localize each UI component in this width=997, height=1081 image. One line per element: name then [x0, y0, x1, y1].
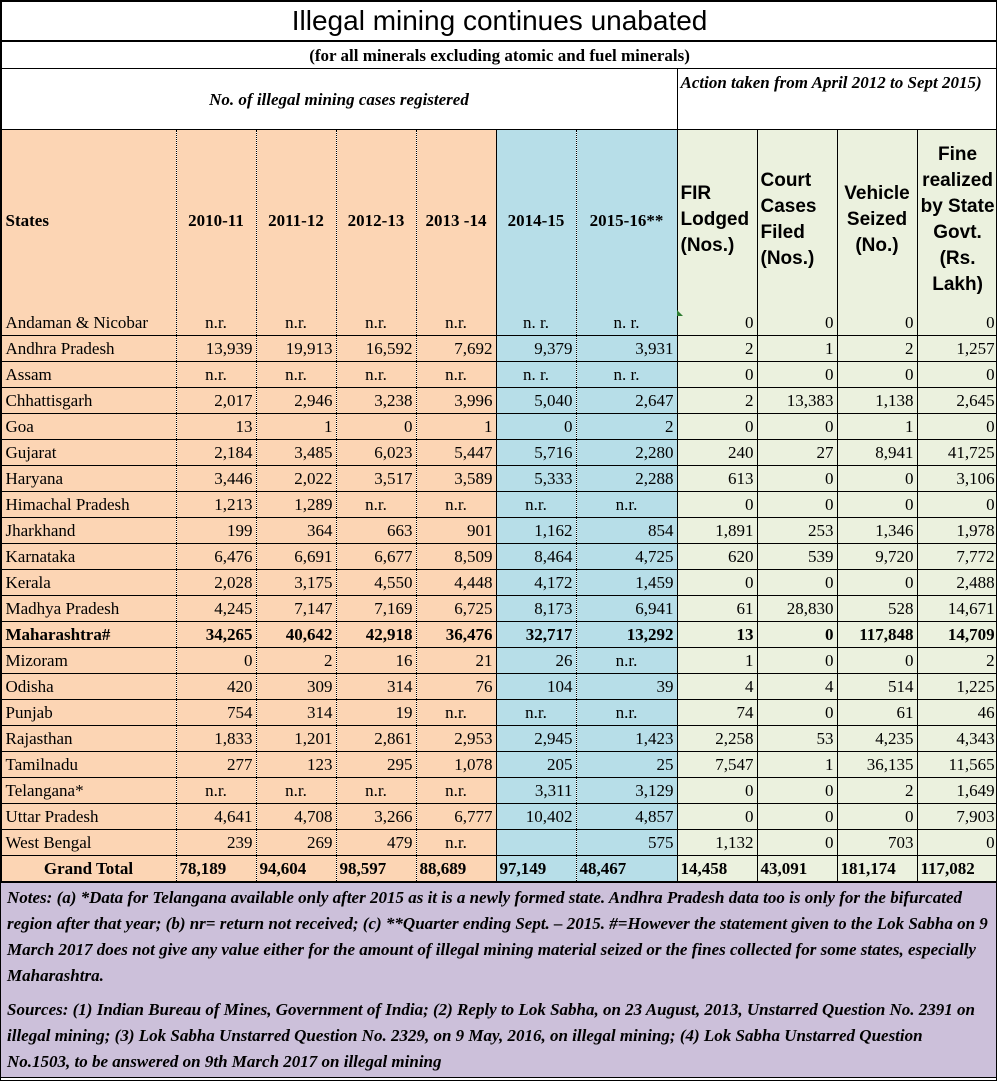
- table-cell: n.r.: [416, 830, 496, 856]
- table-cell: 0: [757, 570, 837, 596]
- table-cell: 13,383: [757, 388, 837, 414]
- state-name: Telangana*: [1, 778, 176, 804]
- header-year: 2015-16**: [576, 130, 677, 311]
- table-cell: 2: [917, 648, 997, 674]
- table-cell: 314: [336, 674, 416, 700]
- table-cell: 14,458: [677, 856, 757, 882]
- table-cell: 205: [496, 752, 576, 778]
- table-cell: 0: [837, 362, 917, 388]
- table-cell: 3,238: [336, 388, 416, 414]
- state-name: Rajasthan: [1, 726, 176, 752]
- table-cell: 94,604: [256, 856, 336, 882]
- table-cell: 269: [256, 830, 336, 856]
- table-cell: 3,931: [576, 336, 677, 362]
- table-row: [1, 622, 997, 648]
- header-year: 2012-13: [336, 130, 416, 311]
- table-cell: 6,941: [576, 596, 677, 622]
- state-name: Andaman & Nicobar: [1, 310, 176, 336]
- table-row: [1, 674, 997, 700]
- table-body: [1, 310, 997, 882]
- state-name: Haryana: [1, 466, 176, 492]
- table-cell: 40,642: [256, 622, 336, 648]
- table-cell: 3,589: [416, 466, 496, 492]
- table-cell: n. r.: [576, 310, 677, 336]
- table-cell: 3,517: [336, 466, 416, 492]
- table-cell: 25: [576, 752, 677, 778]
- header-fir: FIR Lodged (Nos.): [677, 130, 757, 311]
- table-cell: 6,023: [336, 440, 416, 466]
- table-cell: n.r.: [336, 492, 416, 518]
- table-cell: 295: [336, 752, 416, 778]
- table-cell: 4,245: [176, 596, 256, 622]
- table-cell: n.r.: [336, 778, 416, 804]
- table-cell: 19,913: [256, 336, 336, 362]
- table-cell: 3,175: [256, 570, 336, 596]
- state-name: Chhattisgarh: [1, 388, 176, 414]
- state-name: Karnataka: [1, 544, 176, 570]
- table-row: [1, 362, 997, 388]
- table-cell: 0: [757, 466, 837, 492]
- table-cell: 61: [677, 596, 757, 622]
- table-cell: 7,547: [677, 752, 757, 778]
- table-cell: 34,265: [176, 622, 256, 648]
- table-cell: n.r.: [576, 700, 677, 726]
- table-cell: 575: [576, 830, 677, 856]
- table-cell: 1: [757, 336, 837, 362]
- table-cell: 117,848: [837, 622, 917, 648]
- table-cell: 0: [757, 778, 837, 804]
- table-cell: n. r.: [576, 362, 677, 388]
- table-cell: 5,716: [496, 440, 576, 466]
- table-cell: 0: [917, 414, 997, 440]
- state-name: Kerala: [1, 570, 176, 596]
- table-cell: 6,476: [176, 544, 256, 570]
- state-name: Andhra Pradesh: [1, 336, 176, 362]
- table-cell: 1,978: [917, 518, 997, 544]
- table-cell: 5,447: [416, 440, 496, 466]
- table-cell: 14,671: [917, 596, 997, 622]
- table-cell: 528: [837, 596, 917, 622]
- sources-text: Sources: (1) Indian Bureau of Mines, Government of India; (2) Reply to Lok Sabha, on 23 August, 2013, Unstarred Question No. 2391 on illegal mining; (3) Lok Sabha Unstarred Question No. 2329, on 9 May, 2016, on illegal mining; (4) Lok Sabha Unstarred Question No.1503, to be answered on 9th March 2017 on illegal mining: [7, 1000, 976, 1071]
- table-row: [1, 414, 997, 440]
- table-cell: 2,945: [496, 726, 576, 752]
- table-cell: 0: [677, 778, 757, 804]
- notes-box: [0, 882, 997, 1078]
- table-cell: 2,946: [256, 388, 336, 414]
- table-cell: 181,174: [837, 856, 917, 882]
- table-cell: 13: [677, 622, 757, 648]
- table-cell: 0: [917, 362, 997, 388]
- table-cell: 1,225: [917, 674, 997, 700]
- table-cell: n.r.: [416, 778, 496, 804]
- table-cell: 97,149: [496, 856, 576, 882]
- table-cell: 9,379: [496, 336, 576, 362]
- table-cell: 104: [496, 674, 576, 700]
- table-cell: 11,565: [917, 752, 997, 778]
- table-cell: 2: [677, 388, 757, 414]
- table-cell: 1,289: [256, 492, 336, 518]
- table-row: [1, 726, 997, 752]
- table-cell: 1,078: [416, 752, 496, 778]
- table-cell: 13,292: [576, 622, 677, 648]
- table-cell: 901: [416, 518, 496, 544]
- table-cell: 0: [757, 622, 837, 648]
- table-cell: 514: [837, 674, 917, 700]
- table-cell: 78,189: [176, 856, 256, 882]
- table-cell: 0: [917, 830, 997, 856]
- table-cell: 4,448: [416, 570, 496, 596]
- table-cell: n.r.: [496, 700, 576, 726]
- table-row: [1, 596, 997, 622]
- table-cell: n.r.: [576, 648, 677, 674]
- grand-total-label: Grand Total: [1, 856, 176, 882]
- cell-comment-marker: [677, 310, 683, 316]
- state-name: Odisha: [1, 674, 176, 700]
- table-cell: n.r.: [496, 492, 576, 518]
- table-cell: 703: [837, 830, 917, 856]
- table-cell: 0: [677, 804, 757, 830]
- table-cell: 2,258: [677, 726, 757, 752]
- table-cell: 4,857: [576, 804, 677, 830]
- table-cell: 27: [757, 440, 837, 466]
- table-cell: 2,645: [917, 388, 997, 414]
- grand-total-row: [1, 856, 997, 882]
- table-cell: 1,649: [917, 778, 997, 804]
- page-title: Illegal mining continues unabated: [1, 1, 997, 41]
- table-cell: 1,257: [917, 336, 997, 362]
- table-cell: 8,509: [416, 544, 496, 570]
- table-cell: 0: [677, 414, 757, 440]
- table-cell: 19: [336, 700, 416, 726]
- table-row: [1, 492, 997, 518]
- table-cell: 539: [757, 544, 837, 570]
- table-cell: 16: [336, 648, 416, 674]
- table-cell: n. r.: [496, 362, 576, 388]
- table-cell: 0: [837, 570, 917, 596]
- table-cell: 1,138: [837, 388, 917, 414]
- table-cell: 36,476: [416, 622, 496, 648]
- table-row: [1, 778, 997, 804]
- table-cell: 364: [256, 518, 336, 544]
- table-cell: 8,464: [496, 544, 576, 570]
- table-cell: 4,172: [496, 570, 576, 596]
- table-cell: 0: [336, 414, 416, 440]
- table-cell: 3,996: [416, 388, 496, 414]
- state-name: Punjab: [1, 700, 176, 726]
- table-cell: 420: [176, 674, 256, 700]
- table-cell: 98,597: [336, 856, 416, 882]
- table-cell: 2: [837, 778, 917, 804]
- table-cell: 6,777: [416, 804, 496, 830]
- table-cell: n. r.: [496, 310, 576, 336]
- table-cell: 2,288: [576, 466, 677, 492]
- table-cell: 1,201: [256, 726, 336, 752]
- table-cell: 0: [677, 570, 757, 596]
- table-cell: n.r.: [576, 492, 677, 518]
- table-cell: 8,173: [496, 596, 576, 622]
- table-row: [1, 648, 997, 674]
- table-cell: 0: [757, 830, 837, 856]
- table-cell: 53: [757, 726, 837, 752]
- table-cell: 2: [677, 336, 757, 362]
- table-cell: 4,343: [917, 726, 997, 752]
- table-cell: 3,129: [576, 778, 677, 804]
- table-cell: 0: [837, 804, 917, 830]
- table-cell: 1,459: [576, 570, 677, 596]
- table-cell: n.r.: [256, 310, 336, 336]
- table-cell: 74: [677, 700, 757, 726]
- table-row: [1, 570, 997, 596]
- table-cell: 1,162: [496, 518, 576, 544]
- table-cell: 6,677: [336, 544, 416, 570]
- table-cell: 26: [496, 648, 576, 674]
- table-cell: 2,280: [576, 440, 677, 466]
- table-cell: 0: [757, 804, 837, 830]
- header-court: Court Cases Filed (Nos.): [757, 130, 837, 311]
- table-cell: 854: [576, 518, 677, 544]
- table-cell: 6,691: [256, 544, 336, 570]
- page-subtitle: (for all minerals excluding atomic and fuel minerals): [1, 41, 997, 69]
- table-cell: 7,147: [256, 596, 336, 622]
- table-cell: 4,725: [576, 544, 677, 570]
- table-cell: 0: [757, 492, 837, 518]
- table-cell: 479: [336, 830, 416, 856]
- table-cell: n.r.: [336, 362, 416, 388]
- table-cell: 2,022: [256, 466, 336, 492]
- header-year: 2014-15: [496, 130, 576, 311]
- table-row: [1, 466, 997, 492]
- table-cell: 253: [757, 518, 837, 544]
- table-cell: 0: [176, 648, 256, 674]
- table-cell: 4: [677, 674, 757, 700]
- table-cell: 0: [757, 414, 837, 440]
- table-cell: 0: [917, 310, 997, 336]
- table-cell: 2,017: [176, 388, 256, 414]
- table-cell: n.r.: [416, 310, 496, 336]
- table-cell: n.r.: [416, 492, 496, 518]
- table-cell: 5,040: [496, 388, 576, 414]
- table-cell: 3,106: [917, 466, 997, 492]
- table-row: [1, 310, 997, 336]
- table-cell: 277: [176, 752, 256, 778]
- table-cell: n.r.: [416, 700, 496, 726]
- table-cell: 0: [757, 648, 837, 674]
- table-cell: 1,423: [576, 726, 677, 752]
- section-action-header: Action taken from April 2012 to Sept 2015): [677, 69, 997, 130]
- state-name: Madhya Pradesh: [1, 596, 176, 622]
- state-name: Uttar Pradesh: [1, 804, 176, 830]
- table-cell: n.r.: [336, 310, 416, 336]
- state-name: Mizoram: [1, 648, 176, 674]
- table-row: [1, 518, 997, 544]
- table-cell: 199: [176, 518, 256, 544]
- header-fine: Fine realized by State Govt. (Rs. Lakh): [917, 130, 997, 311]
- header-year: 2011-12: [256, 130, 336, 311]
- table-cell: n.r.: [256, 362, 336, 388]
- table-cell: 1,891: [677, 518, 757, 544]
- table-cell: 42,918: [336, 622, 416, 648]
- table-cell: [496, 830, 576, 856]
- notes-text: Notes: (a) *Data for Telangana available only after 2015 as it is a newly formed state. Andhra Pradesh data too is only for the bifurcated region after that year; (b) nr= return not received; (c) **Quarter ending Sept. – 2015. #=However the statement given to the Lok Sabha on 9 March 2017 does not give any value either for the amount of illegal mining material seized or the fines collected for some states, especially Maharashtra.: [7, 888, 988, 985]
- table-cell: 2,028: [176, 570, 256, 596]
- table-cell: 314: [256, 700, 336, 726]
- table-cell: n.r.: [176, 778, 256, 804]
- table-cell: 21: [416, 648, 496, 674]
- state-name: West Bengal: [1, 830, 176, 856]
- table-cell: 32,717: [496, 622, 576, 648]
- table-cell: 48,467: [576, 856, 677, 882]
- table-cell: 28,830: [757, 596, 837, 622]
- table-cell: 43,091: [757, 856, 837, 882]
- table-cell: 2,647: [576, 388, 677, 414]
- table-cell: 3,311: [496, 778, 576, 804]
- table-cell: 2,488: [917, 570, 997, 596]
- table-cell: 10,402: [496, 804, 576, 830]
- table-cell: 4,708: [256, 804, 336, 830]
- table-cell: 0: [837, 648, 917, 674]
- table-cell: 13: [176, 414, 256, 440]
- table-cell: 1,132: [677, 830, 757, 856]
- table-cell: 46: [917, 700, 997, 726]
- table-cell: 1,213: [176, 492, 256, 518]
- header-vehicle: Vehicle Seized (No.): [837, 130, 917, 311]
- table-cell: n.r.: [176, 362, 256, 388]
- table-cell: 3,446: [176, 466, 256, 492]
- table-cell: 117,082: [917, 856, 997, 882]
- table-row: [1, 804, 997, 830]
- state-name: Gujarat: [1, 440, 176, 466]
- table-cell: n.r.: [256, 778, 336, 804]
- table-row: [1, 336, 997, 362]
- table-cell: 2: [256, 648, 336, 674]
- table-cell: 9,720: [837, 544, 917, 570]
- table-cell: 3,485: [256, 440, 336, 466]
- state-name: Tamilnadu: [1, 752, 176, 778]
- table-cell: 0: [496, 414, 576, 440]
- table-cell: 13,939: [176, 336, 256, 362]
- table-cell: 239: [176, 830, 256, 856]
- table-cell: 1: [837, 414, 917, 440]
- table-cell: 620: [677, 544, 757, 570]
- state-name: Assam: [1, 362, 176, 388]
- state-name: Goa: [1, 414, 176, 440]
- table-cell: 16,592: [336, 336, 416, 362]
- table-cell: 2: [576, 414, 677, 440]
- table-cell: 0: [677, 362, 757, 388]
- table-cell: 39: [576, 674, 677, 700]
- table-cell: 123: [256, 752, 336, 778]
- table-cell: 1,833: [176, 726, 256, 752]
- table-row: [1, 544, 997, 570]
- state-name: Maharashtra#: [1, 622, 176, 648]
- table-cell: 7,903: [917, 804, 997, 830]
- table-cell: 2: [837, 336, 917, 362]
- table-cell: 5,333: [496, 466, 576, 492]
- table-cell: 0: [917, 492, 997, 518]
- table-cell: 14,709: [917, 622, 997, 648]
- table-cell: 41,725: [917, 440, 997, 466]
- section-cases-header: No. of illegal mining cases registered: [1, 69, 677, 130]
- header-year: 2013 -14: [416, 130, 496, 311]
- table-cell: 0: [677, 492, 757, 518]
- table-cell: 4: [757, 674, 837, 700]
- table-cell: 4,235: [837, 726, 917, 752]
- table-cell: 0: [757, 362, 837, 388]
- table-cell: 36,135: [837, 752, 917, 778]
- table-cell: 1: [677, 648, 757, 674]
- table-cell: 2,861: [336, 726, 416, 752]
- table-cell: 0: [757, 310, 837, 336]
- table-row: [1, 700, 997, 726]
- table-cell: 754: [176, 700, 256, 726]
- table-cell: 663: [336, 518, 416, 544]
- table-cell: 309: [256, 674, 336, 700]
- table-cell: 4,641: [176, 804, 256, 830]
- table-cell: 1: [256, 414, 336, 440]
- table-row: [1, 388, 997, 414]
- table-cell: 0: [757, 700, 837, 726]
- header-states: States: [1, 130, 176, 311]
- table-cell: 1: [416, 414, 496, 440]
- table-cell: 4,550: [336, 570, 416, 596]
- table-cell: 7,772: [917, 544, 997, 570]
- table-cell: 613: [677, 466, 757, 492]
- table-cell: 3,266: [336, 804, 416, 830]
- table-cell: 88,689: [416, 856, 496, 882]
- table-cell: 76: [416, 674, 496, 700]
- state-name: Himachal Pradesh: [1, 492, 176, 518]
- table-row: [1, 752, 997, 778]
- state-name: Jharkhand: [1, 518, 176, 544]
- table-cell: 7,692: [416, 336, 496, 362]
- table-cell: n.r.: [176, 310, 256, 336]
- table-cell: 240: [677, 440, 757, 466]
- table-cell: 0: [837, 492, 917, 518]
- table-cell: 6,725: [416, 596, 496, 622]
- table-cell: 2,184: [176, 440, 256, 466]
- table-cell: 7,169: [336, 596, 416, 622]
- table-cell: 61: [837, 700, 917, 726]
- table-cell: 8,941: [837, 440, 917, 466]
- table-row: [1, 440, 997, 466]
- table-cell: n.r.: [416, 362, 496, 388]
- header-year: 2010-11: [176, 130, 256, 311]
- table-cell: 2,953: [416, 726, 496, 752]
- table-cell: 1: [757, 752, 837, 778]
- table-row: [1, 830, 997, 856]
- table-cell: 1,346: [837, 518, 917, 544]
- table-cell: 0: [677, 310, 757, 336]
- table-cell: 0: [837, 310, 917, 336]
- table-cell: 0: [837, 466, 917, 492]
